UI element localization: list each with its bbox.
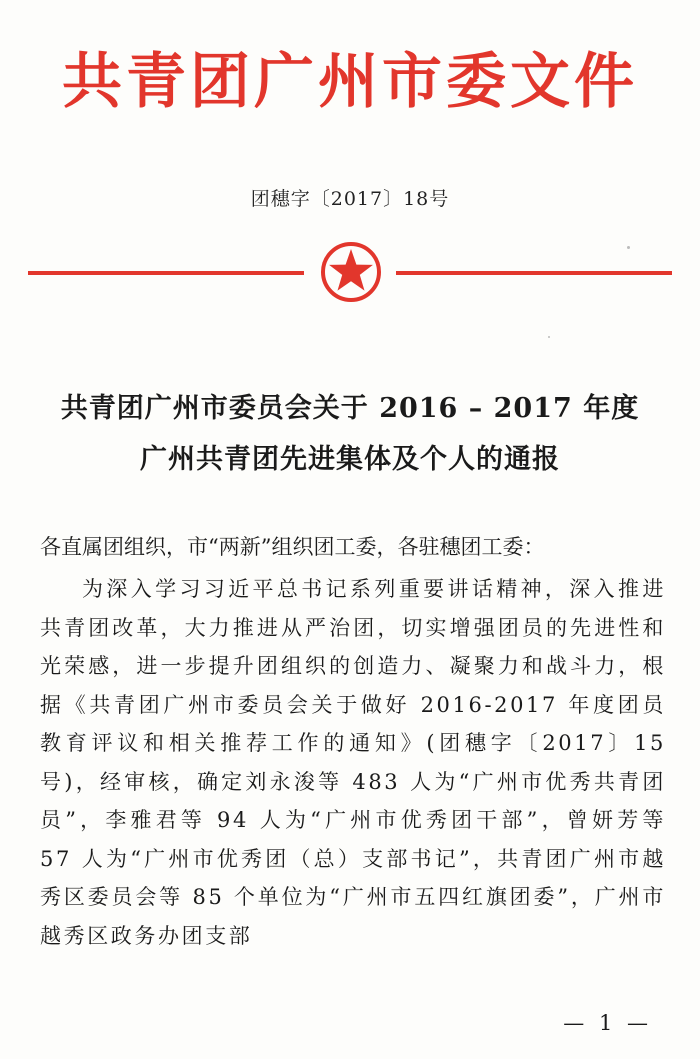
notice-title-line-1: 共青团广州市委员会关于 2016 – 2017 年度 [60, 393, 640, 424]
document-number: 团穗字〔2017〕18号 [250, 188, 450, 210]
notice-title-line-2: 广州共青团先进集体及个人的通报 [140, 444, 560, 475]
divider-rule-right [396, 271, 672, 275]
scan-speck [627, 246, 630, 249]
header-divider [28, 262, 672, 286]
scan-speck [548, 336, 550, 338]
page-number: — 1 — [563, 1011, 652, 1035]
document-header-title: 共青团广州市委文件 [62, 47, 638, 117]
red-star-emblem-icon [320, 241, 382, 303]
body-paragraph: 为深入学习习近平总书记系列重要讲话精神，深入推进共青团改革，大力推进从严治团，切实增强团员的先进性和光荣感，进一步提升团组织的创造力、凝聚力和战斗力，根据《共青团广州市委员会关于做好 2016-2017 年度团员教育评议和相关推荐工作的通知》(团穗字〔2017〕15 号)，经审核，确定刘永浚等 483 人为“广州市优秀共青团员”，李雅君等 94 人为“广州市优秀团干部”，曾妍芳等 57 人为“广州市优秀团（总）支部书记”，共青团广州市越秀区委员会等 85 个单位为“广州市五四红旗团委”，广州市越秀区政务办团支部 [40, 577, 666, 948]
divider-rule-left [28, 271, 304, 275]
salutation: 各直属团组织，市“两新”组织团工委，各驻穗团工委： [40, 535, 545, 559]
